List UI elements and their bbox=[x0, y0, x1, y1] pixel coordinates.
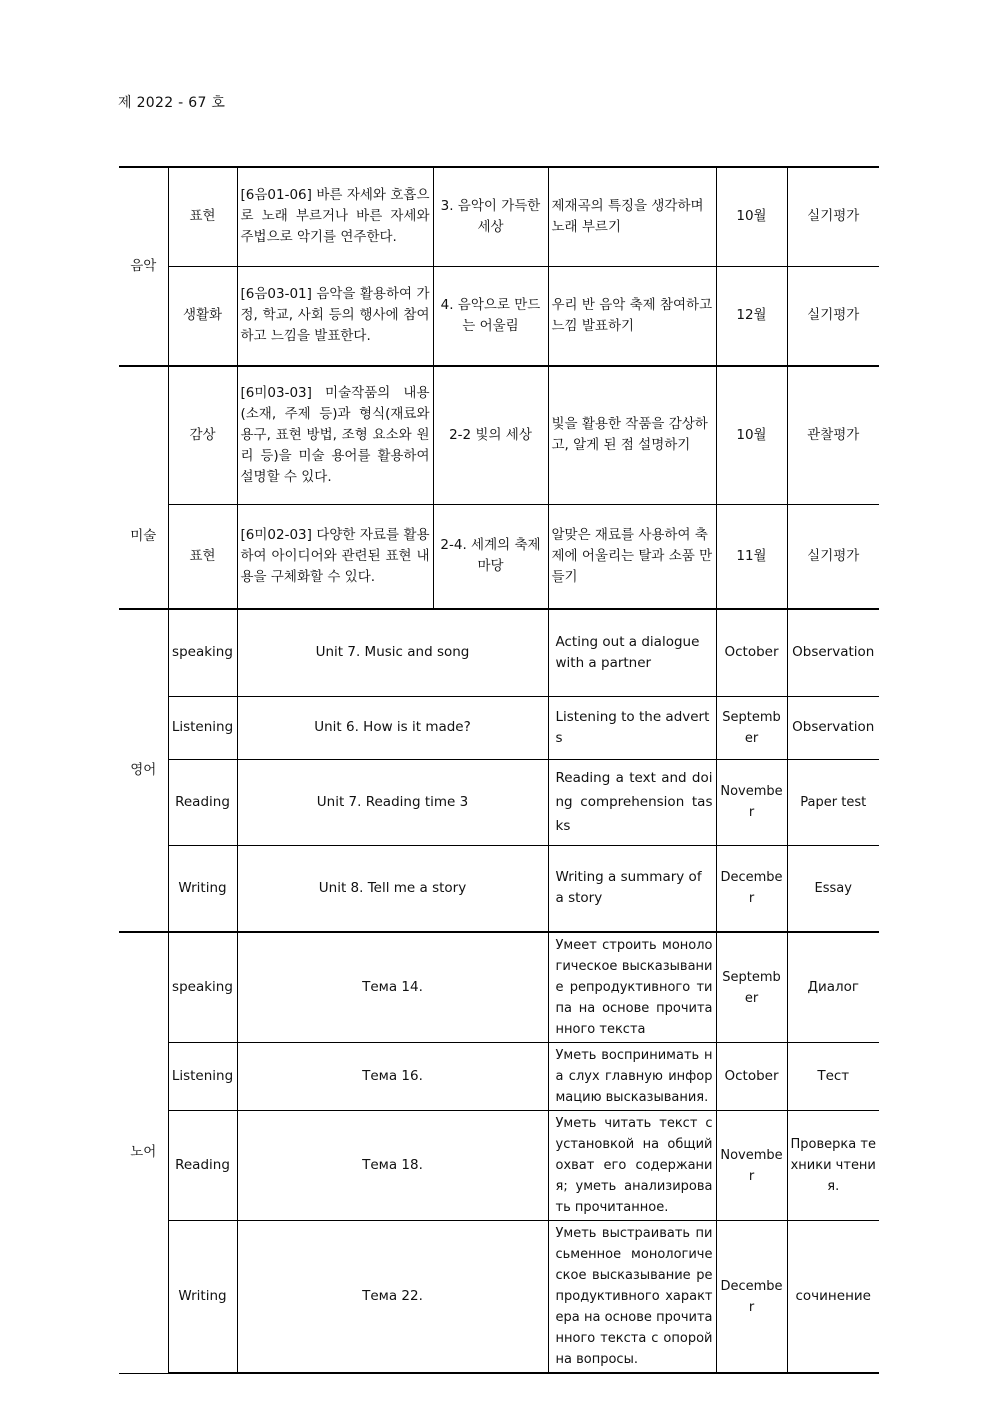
table-row bbox=[119, 845, 879, 932]
method-cell: Проверка техники чтения. bbox=[787, 1111, 879, 1221]
area-cell: 표현 bbox=[168, 167, 237, 266]
task-cell: 제재곡의 특징을 생각하며 노래 부르기 bbox=[548, 167, 716, 266]
month-cell: December bbox=[716, 845, 787, 932]
month-cell: 11월 bbox=[716, 504, 787, 609]
method-cell: Essay bbox=[787, 845, 879, 932]
month-cell: November bbox=[716, 1111, 787, 1221]
area-cell: Reading bbox=[168, 1111, 237, 1221]
unit-cell: Тема 22. bbox=[237, 1221, 548, 1374]
method-cell: 관찰평가 bbox=[787, 366, 879, 504]
table-row bbox=[119, 1043, 879, 1111]
table-row bbox=[119, 266, 879, 366]
month-cell: September bbox=[716, 696, 787, 759]
task-cell: 빛을 활용한 작품을 감상하고, 알게 된 점 설명하기 bbox=[548, 366, 716, 504]
unit-cell: 2-4. 세계의 축제 마당 bbox=[433, 504, 548, 609]
unit-cell: Unit 8. Tell me a story bbox=[237, 845, 548, 932]
month-cell: December bbox=[716, 1221, 787, 1374]
month-cell: October bbox=[716, 609, 787, 696]
subject-cell: 음악 bbox=[119, 167, 168, 366]
assessment-plan-table bbox=[119, 166, 879, 1374]
task-cell: Умеет строить монологическое высказывание репродуктивного типа на основе прочитанного текста bbox=[548, 932, 716, 1043]
method-cell: Тест bbox=[787, 1043, 879, 1111]
method-cell: сочинение bbox=[787, 1221, 879, 1374]
table-row bbox=[119, 932, 879, 1043]
subject-cell: 영어 bbox=[119, 609, 168, 932]
area-cell: Listening bbox=[168, 696, 237, 759]
table-row bbox=[119, 609, 879, 696]
table-row bbox=[119, 504, 879, 609]
month-cell: September bbox=[716, 932, 787, 1043]
task-cell: Reading a text and doing comprehension tasks bbox=[548, 759, 716, 845]
unit-cell: Unit 7. Music and song bbox=[237, 609, 548, 696]
unit-cell: Unit 7. Reading time 3 bbox=[237, 759, 548, 845]
table-row bbox=[119, 167, 879, 266]
task-cell: Acting out a dialogue with a partner bbox=[548, 609, 716, 696]
unit-cell: 2-2 빛의 세상 bbox=[433, 366, 548, 504]
subject-cell: 노어 bbox=[119, 932, 168, 1373]
unit-cell: 4. 음악으로 만드는 어울림 bbox=[433, 266, 548, 366]
task-cell: Writing a summary of a story bbox=[548, 845, 716, 932]
standard-cell: [6미03-03] 미술작품의 내용(소재, 주제 등)과 형식(재료와 용구, 표현 방법, 조형 요소와 원리 등)을 미술 용어를 활용하여 설명할 수 있다. bbox=[237, 366, 433, 504]
month-cell: 10월 bbox=[716, 167, 787, 266]
method-cell: Paper test bbox=[787, 759, 879, 845]
area-cell: Writing bbox=[168, 1221, 237, 1374]
area-cell: speaking bbox=[168, 932, 237, 1043]
unit-cell: 3. 음악이 가득한 세상 bbox=[433, 167, 548, 266]
task-cell: Уметь читать текст с установкой на общий охват его содержания; уметь анализировать прочитанное. bbox=[548, 1111, 716, 1221]
unit-cell: Тема 14. bbox=[237, 932, 548, 1043]
task-cell: Listening to the adverts bbox=[548, 696, 716, 759]
method-cell: Observation bbox=[787, 609, 879, 696]
month-cell: November bbox=[716, 759, 787, 845]
standard-cell: [6음03-01] 음악을 활용하여 가정, 학교, 사회 등의 행사에 참여하고 느낌을 발표한다. bbox=[237, 266, 433, 366]
method-cell: 실기평가 bbox=[787, 504, 879, 609]
task-cell: 우리 반 음악 축제 참여하고 느낌 발표하기 bbox=[548, 266, 716, 366]
method-cell: 실기평가 bbox=[787, 266, 879, 366]
standard-cell: [6미02-03] 다양한 자료를 활용하여 아이디어와 관련된 표현 내용을 구체화할 수 있다. bbox=[237, 504, 433, 609]
area-cell: 표현 bbox=[168, 504, 237, 609]
table-row bbox=[119, 1111, 879, 1221]
area-cell: speaking bbox=[168, 609, 237, 696]
area-cell: Writing bbox=[168, 845, 237, 932]
task-cell: Уметь выстраивать письменное монологическое высказывание репродуктивного характера на основе прочитанного текста с опорой на вопросы. bbox=[548, 1221, 716, 1374]
table-row bbox=[119, 366, 879, 504]
table-row bbox=[119, 1221, 879, 1374]
month-cell: October bbox=[716, 1043, 787, 1111]
unit-cell: Unit 6. How is it made? bbox=[237, 696, 548, 759]
task-cell: 알맞은 재료를 사용하여 축제에 어울리는 탈과 소품 만들기 bbox=[548, 504, 716, 609]
document-number: 제 2022 - 67 호 bbox=[118, 95, 226, 111]
method-cell: Observation bbox=[787, 696, 879, 759]
area-cell: 생활화 bbox=[168, 266, 237, 366]
month-cell: 12월 bbox=[716, 266, 787, 366]
table-row bbox=[119, 696, 879, 759]
area-cell: 감상 bbox=[168, 366, 237, 504]
table-row bbox=[119, 759, 879, 845]
area-cell: Reading bbox=[168, 759, 237, 845]
method-cell: 실기평가 bbox=[787, 167, 879, 266]
method-cell: Диалог bbox=[787, 932, 879, 1043]
subject-cell: 미술 bbox=[119, 366, 168, 609]
unit-cell: Тема 18. bbox=[237, 1111, 548, 1221]
standard-cell: [6음01-06] 바른 자세와 호흡으로 노래 부르거나 바른 자세와 주법으로 악기를 연주한다. bbox=[237, 167, 433, 266]
task-cell: Уметь воспринимать на слух главную информацию высказывания. bbox=[548, 1043, 716, 1111]
area-cell: Listening bbox=[168, 1043, 237, 1111]
unit-cell: Тема 16. bbox=[237, 1043, 548, 1111]
month-cell: 10월 bbox=[716, 366, 787, 504]
